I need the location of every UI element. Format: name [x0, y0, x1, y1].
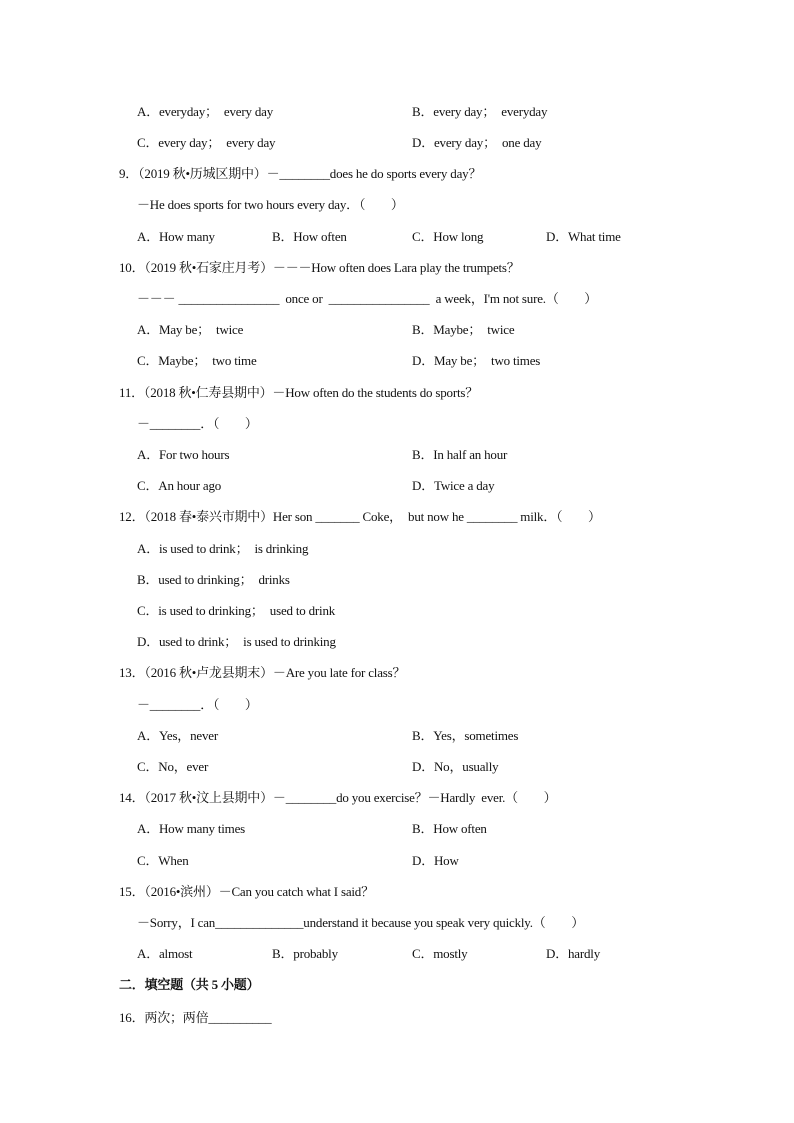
q13-option-a: A．Yes，never [137, 728, 218, 743]
q10-option-a: A．May be； twice [137, 322, 244, 337]
q15-option-a: A．almost [137, 946, 193, 961]
q9-option-d: D．What time [546, 229, 621, 244]
section-heading: 二．填空题（共 5 小题） [119, 977, 260, 992]
q8-option-a: A．everyday； every day [137, 104, 274, 119]
q12-option-c: C．is used to drinking； used to drink [137, 603, 336, 618]
q15-answer-line: －Sorry，I can______________understand it because you speak very quickly.（ ） [137, 915, 585, 930]
q14-option-a: A．How many times [137, 821, 246, 836]
q11-option-d: D．Twice a day [412, 478, 495, 493]
q15-option-c: C．mostly [412, 946, 468, 961]
q10-question-stem: 10．（2019 秋•石家庄月考）－－－How often does Lara play the trumpets？ [119, 260, 520, 275]
q11-option-a: A．For two hours [137, 447, 230, 462]
q14-option-d: D．How [412, 853, 459, 868]
q11-answer-line: －________．（ ） [137, 416, 258, 431]
q9-answer-line: －He does sports for two hours every day．（ ） [137, 197, 404, 212]
q11-option-b: B．In half an hour [412, 447, 508, 462]
q13-option-d: D．No，usually [412, 759, 499, 774]
q14-option-c: C．When [137, 853, 189, 868]
q8-option-c: C．every day； every day [137, 135, 276, 150]
q12-question-stem: 12．（2018 春•泰兴市期中）Her son _______ Coke， but now he ________ milk．（ ） [119, 509, 601, 524]
q9-option-a: A．How many [137, 229, 215, 244]
q13-question-stem: 13．（2016 秋•卢龙县期末）－Are you late for class？ [119, 665, 406, 680]
q15-question-stem: 15．（2016•滨州）－Can you catch what I said？ [119, 884, 374, 899]
q12-option-d: D．used to drink； is used to drinking [137, 634, 336, 649]
q16-question-stem: 16．两次；两倍__________ [119, 1010, 272, 1025]
q12-option-a: A．is used to drink； is drinking [137, 541, 309, 556]
q10-answer-line: －－－ ________________ once or ________________ a week，I'm not sure.（ ） [137, 291, 598, 306]
q8-option-d: D．every day； one day [412, 135, 542, 150]
q11-option-c: C．An hour ago [137, 478, 222, 493]
q14-option-b: B．How often [412, 821, 487, 836]
q10-option-d: D．May be； two times [412, 353, 541, 368]
q12-option-b: B．used to drinking； drinks [137, 572, 290, 587]
q11-question-stem: 11．（2018 秋•仁寿县期中）－How often do the students do sports？ [119, 385, 479, 400]
q13-answer-line: －________．（ ） [137, 697, 258, 712]
q14-question-stem: 14．（2017 秋•汶上县期中）－________do you exercise？－Hardly ever.（ ） [119, 790, 557, 805]
q10-option-b: B．Maybe； twice [412, 322, 515, 337]
q13-option-c: C．No，ever [137, 759, 209, 774]
q15-option-d: D．hardly [546, 946, 600, 961]
q9-option-c: C．How long [412, 229, 484, 244]
q9-option-b: B．How often [272, 229, 347, 244]
q13-option-b: B．Yes，sometimes [412, 728, 519, 743]
q9-question-stem: 9．（2019 秋•历城区期中）－________does he do sports every day？ [119, 166, 482, 181]
q10-option-c: C．Maybe； two time [137, 353, 257, 368]
q8-option-b: B．every day； everyday [412, 104, 548, 119]
q15-option-b: B．probably [272, 946, 338, 961]
